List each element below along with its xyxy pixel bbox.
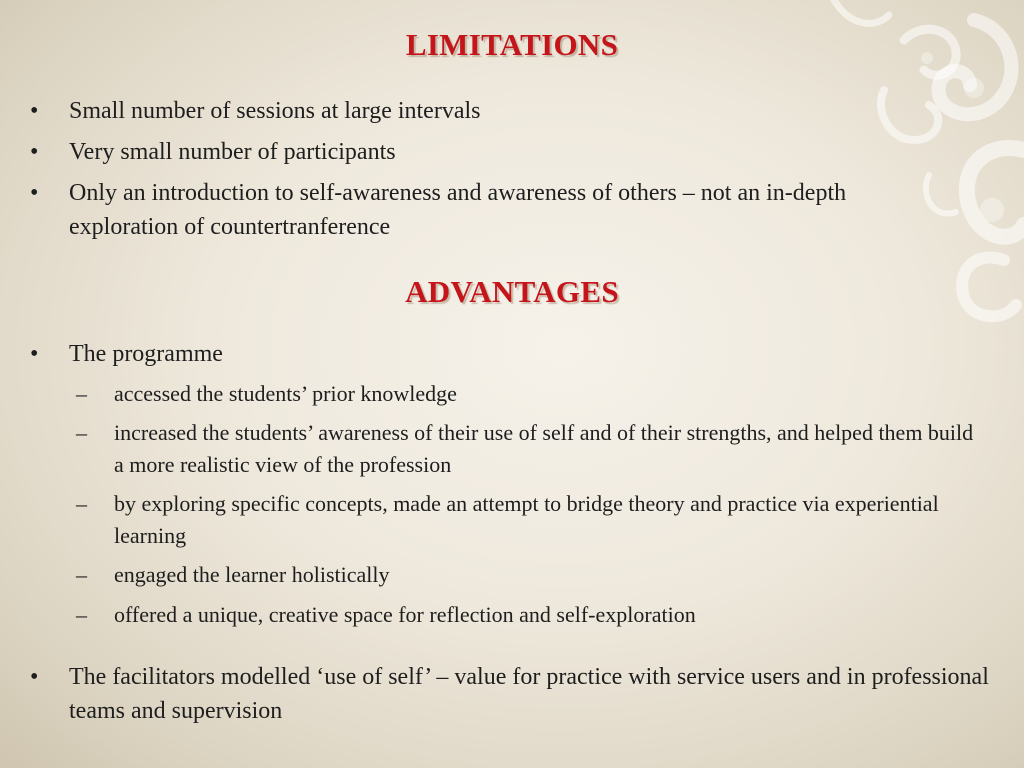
advantage-text: by exploring specific concepts, made an attempt to bridge theory and practice via experiential learning bbox=[114, 491, 939, 548]
bullet-icon: • bbox=[30, 139, 39, 165]
advantages-heading: ADVANTAGES bbox=[405, 274, 619, 309]
advantage-text: increased the students’ awareness of their use of self and of their strengths, and helped them build a more realistic view of the profession bbox=[114, 420, 974, 477]
advantages-closing: The facilitators modelled ‘use of self’ – value for practice with service users and in professional teams and supervision bbox=[69, 664, 989, 724]
bullet-icon: • bbox=[30, 341, 39, 367]
advantage-text: accessed the students’ prior knowledge bbox=[114, 381, 457, 406]
dash-icon: – bbox=[76, 602, 87, 627]
limitation-text: Only an introduction to self-awareness and awareness of others – not an in-depth exploration of countertranference bbox=[69, 180, 847, 240]
advantages-intro: The programme bbox=[69, 341, 223, 367]
limitation-text: Small number of sessions at large intervals bbox=[69, 98, 481, 124]
dash-icon: – bbox=[76, 381, 87, 406]
bullet-icon: • bbox=[30, 664, 39, 690]
dash-icon: – bbox=[76, 491, 87, 516]
dash-icon: – bbox=[76, 420, 87, 445]
bullet-icon: • bbox=[30, 180, 39, 206]
limitation-text: Very small number of participants bbox=[69, 139, 396, 165]
limitations-heading: LIMITATIONS bbox=[405, 27, 619, 62]
advantage-text: engaged the learner holistically bbox=[114, 562, 390, 587]
dash-icon: – bbox=[76, 562, 87, 587]
bullet-icon: • bbox=[30, 98, 39, 124]
advantage-text: offered a unique, creative space for reflection and self-exploration bbox=[114, 602, 696, 627]
